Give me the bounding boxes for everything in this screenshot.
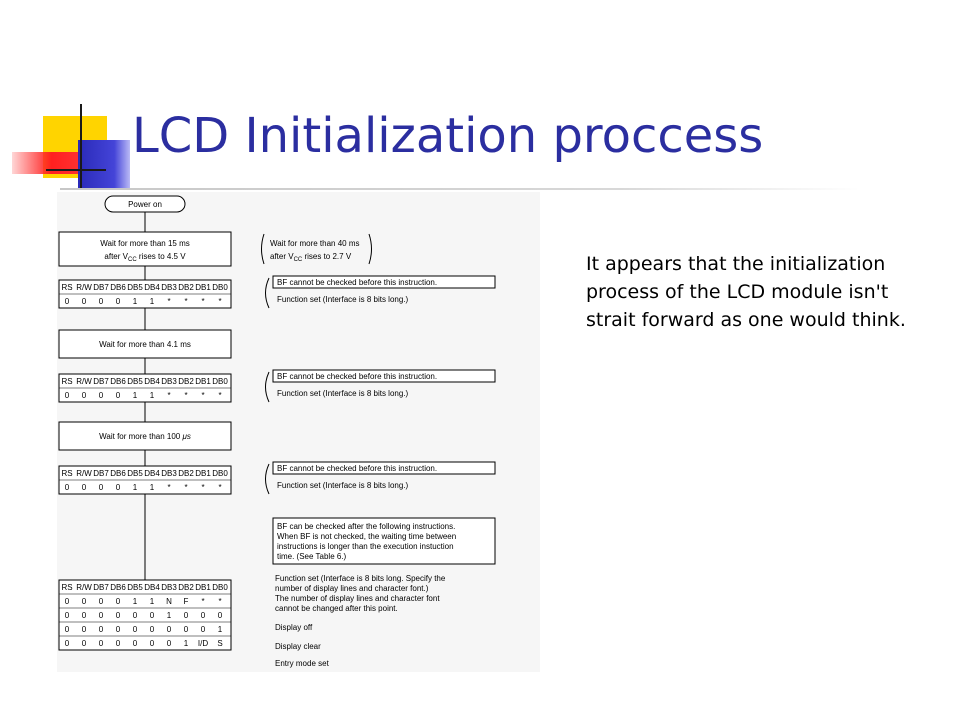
bf-checkable-line-4: time. (See Table 6.) (277, 552, 347, 561)
register-value-cell: 0 (115, 625, 121, 634)
register-header-cell: DB5 (127, 583, 143, 592)
register-header-cell: DB3 (161, 283, 177, 292)
register-value-cell: 0 (81, 483, 87, 492)
register-value-cell: 0 (98, 297, 104, 306)
register-value-cell: 0 (81, 597, 87, 606)
note-brace (266, 278, 270, 308)
register-header-cell: DB1 (195, 377, 211, 386)
register-value-cell: 0 (64, 297, 70, 306)
register-value-cell: 1 (166, 611, 172, 620)
register-value-cell: 1 (149, 483, 155, 492)
register-header-cell: RS (61, 469, 73, 478)
display-clear-label: Display clear (275, 642, 321, 651)
wait-15ms-line1: Wait for more than 15 ms (100, 239, 190, 248)
register-value-cell: 0 (183, 625, 189, 634)
register-header-cell: DB0 (212, 469, 228, 478)
register-table-2 (59, 374, 231, 402)
register-value-cell: * (218, 483, 222, 492)
register-header-cell: DB1 (195, 283, 211, 292)
register-header-cell: DB2 (178, 283, 194, 292)
register-value-cell: 1 (132, 297, 138, 306)
note-group-3 (266, 462, 496, 494)
wait-4ms-label: Wait for more than 4.1 ms (99, 340, 191, 349)
register-value-cell: 0 (64, 483, 70, 492)
wait-40ms-left-brace (262, 234, 265, 264)
register-value-cell: 0 (149, 639, 155, 648)
register-value-cell: 1 (149, 597, 155, 606)
register-value-cell: * (218, 391, 222, 400)
register-value-cell: 0 (98, 597, 104, 606)
logo-vertical-line (80, 104, 82, 190)
register-value-cell: S (217, 639, 223, 648)
note-brace (266, 372, 270, 402)
register-header-cell: DB4 (144, 469, 160, 478)
register-value-cell: 0 (81, 625, 87, 634)
wait-15ms-line2: after $V_{CC}$ rises to 4.5 V (104, 252, 186, 263)
register-value-cell: 0 (200, 625, 206, 634)
register-header-cell: DB0 (212, 283, 228, 292)
register-header-cell: DB2 (178, 469, 194, 478)
explanation-text: It appears that the initialization process of the LCD module isn't strait forward as one would think. (586, 253, 906, 331)
register-value-cell: 0 (98, 639, 104, 648)
register-value-cell: 0 (132, 639, 138, 648)
register-header-cell: DB2 (178, 377, 194, 386)
register-value-cell: 0 (98, 611, 104, 620)
register-table-3 (59, 466, 231, 494)
function-set-note: Function set (Interface is 8 bits long.) (277, 295, 409, 304)
register-value-cell: 1 (149, 297, 155, 306)
register-value-cell: 0 (115, 639, 121, 648)
register-value-cell: * (184, 391, 188, 400)
register-header-cell: DB6 (110, 377, 126, 386)
register-value-cell: 1 (132, 391, 138, 400)
register-value-cell: 0 (81, 297, 87, 306)
wait-40ms-line1: Wait for more than 40 ms (270, 239, 360, 248)
register-header-cell: DB5 (127, 283, 143, 292)
register-value-cell: * (184, 483, 188, 492)
register-header-cell: DB6 (110, 583, 126, 592)
register-value-cell: 0 (115, 391, 121, 400)
register-header-cell: DB5 (127, 377, 143, 386)
register-value-cell: * (184, 297, 188, 306)
register-value-cell: 0 (64, 639, 70, 648)
wait-40ms-right-brace (369, 234, 372, 264)
register-header-cell: DB1 (195, 583, 211, 592)
note-brace (266, 464, 270, 494)
register-value-cell: 1 (217, 625, 223, 634)
register-value-cell: 0 (132, 625, 138, 634)
register-header-cell: DB1 (195, 469, 211, 478)
register-value-cell: 0 (115, 483, 121, 492)
register-value-cell: F (183, 597, 189, 606)
bf-note-text: BF cannot be checked before this instruction. (277, 372, 438, 381)
entry-mode-label: Entry mode set (275, 659, 329, 668)
register-header-cell: DB4 (144, 583, 160, 592)
register-value-cell: 0 (98, 483, 104, 492)
register-value-cell: 0 (183, 611, 189, 620)
register-table-1 (59, 280, 231, 308)
register-header-cell: RS (61, 283, 73, 292)
logo-horizontal-line (46, 169, 106, 171)
register-table-final (59, 580, 231, 650)
register-value-cell: * (167, 391, 171, 400)
slide-title: LCD Initialization proccess (132, 108, 764, 164)
register-value-cell: 0 (115, 597, 121, 606)
register-header-cell: DB7 (93, 377, 109, 386)
register-value-cell: 0 (149, 625, 155, 634)
register-header-cell: DB3 (161, 377, 177, 386)
register-value-cell: 0 (64, 611, 70, 620)
register-value-cell: * (201, 483, 205, 492)
bf-checkable-line-3: instructions is longer than the execution instuction (277, 542, 454, 551)
display-off-label: Display off (275, 623, 313, 632)
register-value-cell: 0 (115, 611, 121, 620)
register-header-cell: DB3 (161, 469, 177, 478)
register-value-cell: 0 (149, 611, 155, 620)
register-header-cell: DB5 (127, 469, 143, 478)
register-value-cell: 0 (98, 391, 104, 400)
register-value-cell: 0 (200, 611, 206, 620)
register-header-cell: R/W (76, 283, 92, 292)
register-header-cell: RS (61, 583, 73, 592)
bf-checkable-line-2: When BF is not checked, the waiting time between (277, 532, 457, 541)
register-value-cell: I/D (197, 639, 209, 648)
register-value-cell: 1 (132, 597, 138, 606)
register-header-cell: DB3 (161, 583, 177, 592)
register-header-cell: DB4 (144, 377, 160, 386)
bf-checkable-line-1: BF can be checked after the following instructions. (277, 522, 456, 531)
register-header-cell: DB6 (110, 469, 126, 478)
register-header-cell: DB7 (93, 283, 109, 292)
register-value-cell: 0 (81, 611, 87, 620)
initialization-flowchart (57, 192, 540, 672)
register-value-cell: 0 (115, 297, 121, 306)
register-value-cell: 0 (64, 597, 70, 606)
function-set-final-line-2: number of display lines and character font.) (275, 584, 429, 593)
register-header-cell: R/W (76, 469, 92, 478)
wait-100us-label: Wait for more than 100 μs (99, 432, 191, 441)
register-value-cell: 0 (217, 611, 223, 620)
register-value-cell: 0 (166, 625, 172, 634)
power-on-label: Power on (128, 200, 162, 209)
register-value-cell: 0 (98, 625, 104, 634)
register-value-cell: 0 (64, 391, 70, 400)
function-set-note: Function set (Interface is 8 bits long.) (277, 481, 409, 490)
register-value-cell: 0 (81, 391, 87, 400)
register-header-cell: R/W (76, 583, 92, 592)
title-divider (60, 188, 860, 190)
function-set-final-line-3: The number of display lines and character font (275, 594, 440, 603)
register-value-cell: 0 (81, 639, 87, 648)
register-value-cell: * (218, 597, 222, 606)
register-header-cell: DB0 (212, 377, 228, 386)
register-header-cell: DB4 (144, 283, 160, 292)
register-value-cell: * (167, 297, 171, 306)
logo-blue-square (78, 140, 130, 190)
register-header-cell: DB7 (93, 469, 109, 478)
register-value-cell: * (201, 391, 205, 400)
register-value-cell: * (201, 297, 205, 306)
register-header-cell: RS (61, 377, 73, 386)
register-value-cell: 0 (64, 625, 70, 634)
function-set-final-line-1: Function set (Interface is 8 bits long. Specify the (275, 574, 446, 583)
note-group-1 (266, 276, 496, 308)
register-value-cell: 1 (183, 639, 189, 648)
bf-note-text: BF cannot be checked before this instruction. (277, 278, 438, 287)
register-value-cell: * (201, 597, 205, 606)
register-header-cell: DB0 (212, 583, 228, 592)
register-header-cell: DB7 (93, 583, 109, 592)
register-value-cell: 0 (166, 639, 172, 648)
register-header-cell: DB2 (178, 583, 194, 592)
register-value-cell: * (218, 297, 222, 306)
register-header-cell: R/W (76, 377, 92, 386)
register-value-cell: 1 (132, 483, 138, 492)
register-header-cell: DB6 (110, 283, 126, 292)
note-group-2 (266, 370, 496, 402)
function-set-note: Function set (Interface is 8 bits long.) (277, 389, 409, 398)
register-value-cell: N (166, 597, 172, 606)
register-value-cell: 0 (132, 611, 138, 620)
function-set-final-line-4: cannot be changed after this point. (275, 604, 398, 613)
wait-40ms-line2: after $V_{CC}$ rises to 2.7 V (270, 252, 352, 263)
register-value-cell: 1 (149, 391, 155, 400)
register-value-cell: * (167, 483, 171, 492)
bf-note-text: BF cannot be checked before this instruction. (277, 464, 438, 473)
